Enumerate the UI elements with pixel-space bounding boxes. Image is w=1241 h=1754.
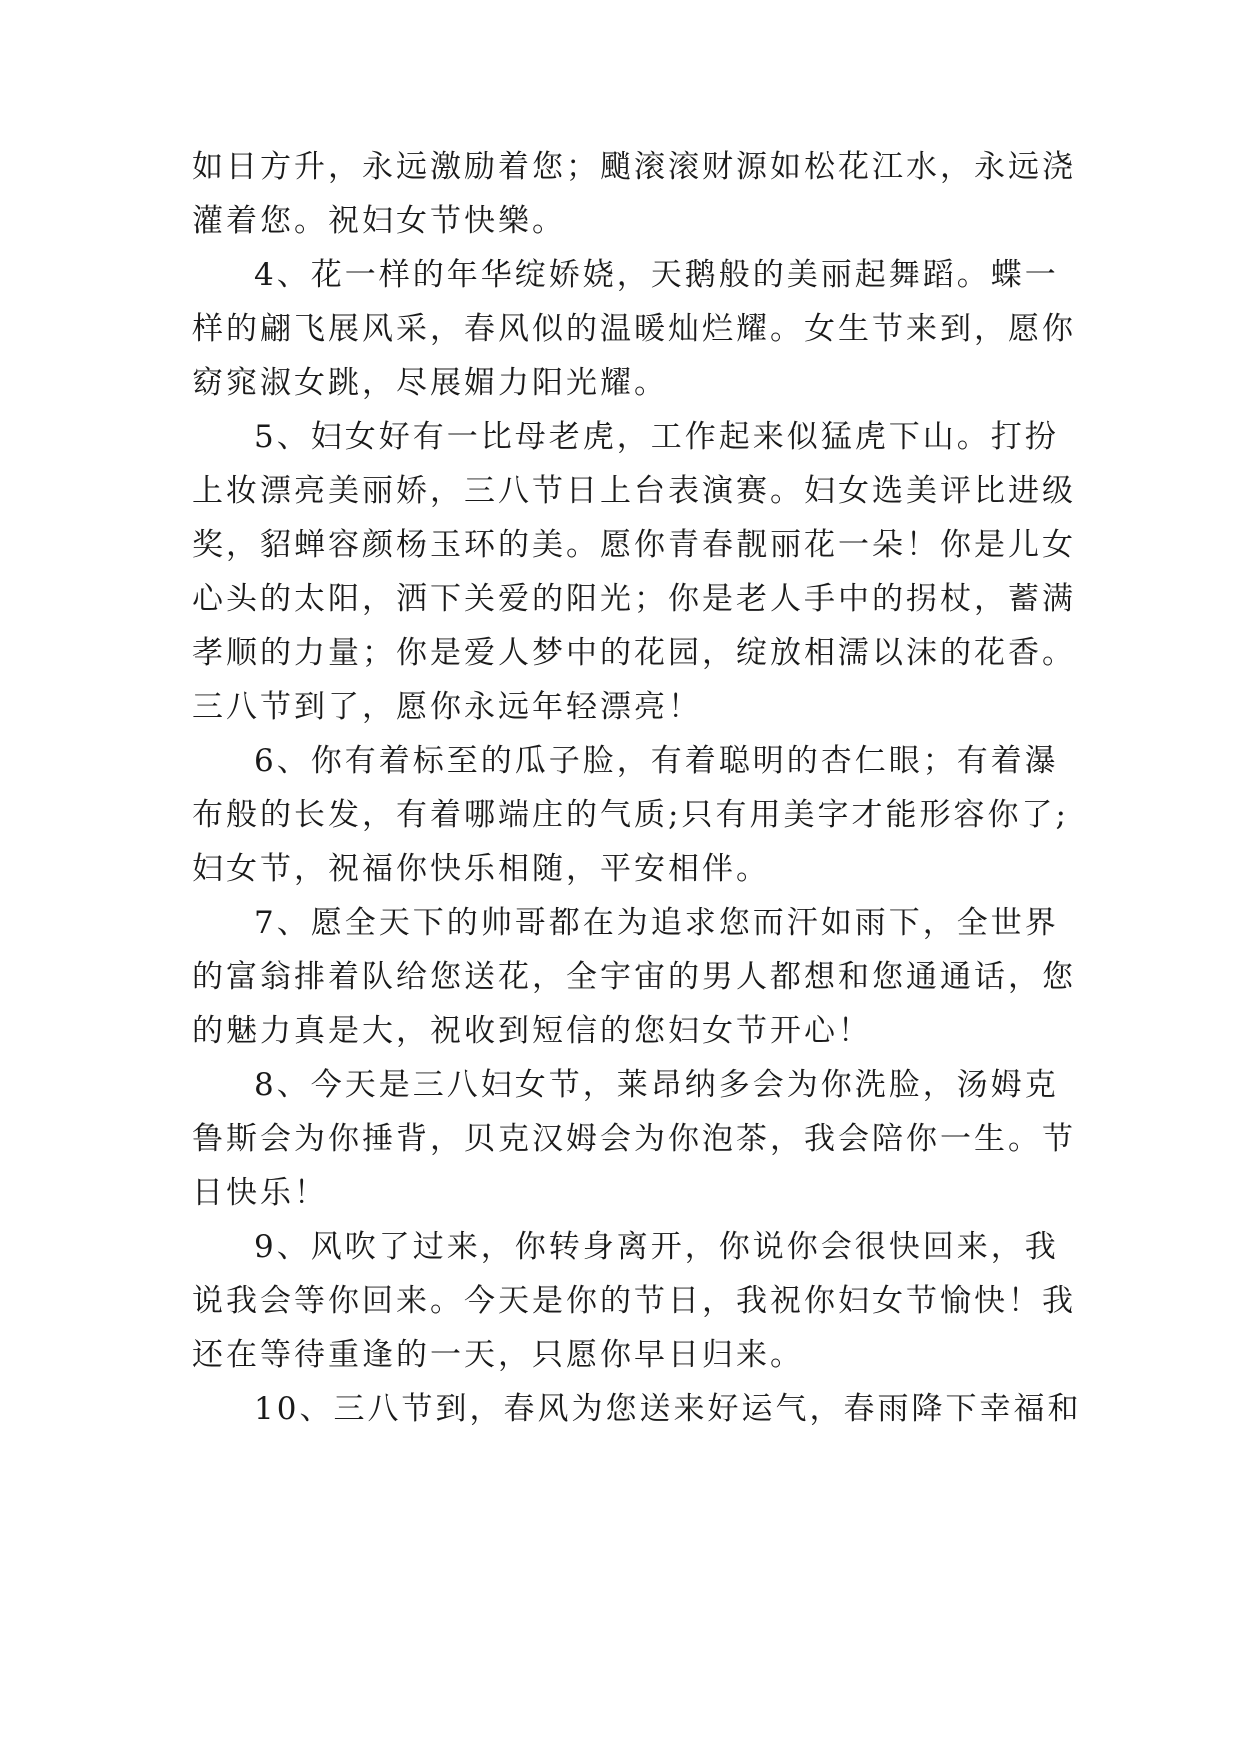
text-line: 妇女节，祝福你快乐相随，平安相伴。 [192, 851, 770, 887]
text-line: 样的翩飞展风采，春风似的温暖灿烂耀。女生节来到，愿你 [192, 311, 1076, 347]
text-line: 心头的太阳，洒下关爱的阳光；你是老人手中的拐杖，蓄满 [192, 581, 1076, 617]
text-line: 窈窕淑女跳，尽展媚力阳光耀。 [192, 365, 668, 401]
paragraph-first-line: 8、今天是三八妇女节，莱昂纳多会为你洗脸，汤姆克 [254, 1067, 1059, 1103]
paragraph-first-line: 10、三八节到，春风为您送来好运气，春雨降下幸福和 [254, 1391, 1082, 1427]
text-line: 的富翁排着队给您送花，全宇宙的男人都想和您通通话，您 [192, 959, 1076, 995]
text-line: 灌着您。祝妇女节快樂。 [192, 203, 566, 239]
text-line: 布般的长发，有着哪端庄的气质;只有用美字才能形容你了; [192, 797, 1069, 833]
text-line: 日快乐！ [192, 1175, 328, 1211]
text-line: 三八节到了，愿你永远年轻漂亮！ [192, 689, 702, 725]
text-line: 奖，貂蝉容颜杨玉环的美。愿你青春靓丽花一朵！你是儿女 [192, 527, 1076, 563]
text-line: 还在等待重逢的一天，只愿你早日归来。 [192, 1337, 804, 1373]
paragraph-first-line: 4、花一样的年华绽娇娆，天鹅般的美丽起舞蹈。蝶一 [254, 257, 1059, 293]
paragraph-first-line: 9、风吹了过来，你转身离开，你说你会很快回来，我 [254, 1229, 1059, 1265]
text-line: 上妆漂亮美丽娇，三八节日上台表演赛。妇女选美评比进级 [192, 473, 1076, 509]
text-line: 鲁斯会为你捶背，贝克汉姆会为你泡茶，我会陪你一生。节 [192, 1121, 1076, 1157]
paragraph-first-line: 6、你有着标至的瓜子脸，有着聪明的杏仁眼；有着瀑 [254, 743, 1059, 779]
text-line: 的魅力真是大，祝收到短信的您妇女节开心！ [192, 1013, 872, 1049]
text-line: 孝顺的力量；你是爱人梦中的花园，绽放相濡以沫的花香。 [192, 635, 1076, 671]
text-line: 说我会等你回来。今天是你的节日，我祝你妇女节愉快！我 [192, 1283, 1076, 1319]
paragraph-first-line: 5、妇女好有一比母老虎，工作起来似猛虎下山。打扮 [254, 419, 1059, 455]
paragraph-first-line: 7、愿全天下的帅哥都在为追求您而汗如雨下，全世界 [254, 905, 1059, 941]
text-line: 如日方升，永远激励着您；颵滚滚财源如松花江水，永远浇 [192, 149, 1076, 185]
